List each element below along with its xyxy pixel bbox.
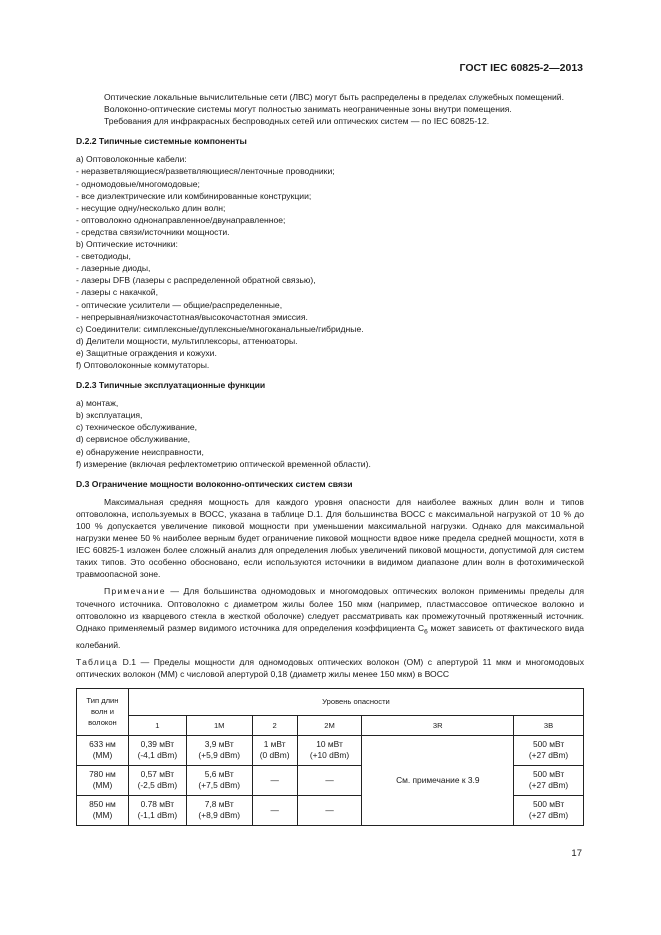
table-group-header: Уровень опасности	[128, 688, 583, 715]
paragraph: Максимальная средняя мощность для каждого уровня опасности для наиболее важных длин волн и типов оптоволокна, используемых в ВОСС, указана в таблице D.1. Для большинства ВОСС с максимальной нагрузкой от 10 % до 100 % допускается увеличение пиковой мощности при уменьшении максимальной нагрузки. Однако для максимальной нагрузки менее 50 % наиболее верным будет ограничение пиковой мощности вдвое ниже предела средней мощности, хотя в IEC 60825-1 изложен более сложный анализ для определения любых увеличений пиковой мощности, допустимой для систем таких типов. Это особенно обосновано, если используются источники в видимом диапазоне длин волн в фотохимической травмоопасной зоне.	[76, 496, 584, 580]
level-header: 3R	[362, 715, 514, 735]
cell-class2m: 10 мВт (+10 dBm)	[297, 735, 362, 765]
table-title-text: D.1 — Пределы мощности для одномодовых оптических волокон (ОМ) с апертурой 11 мкм и многомодовых оптических волокон (ММ) с числовой апертурой 0,18 (диаметр жилы менее 150 мкм) в ВОСС	[76, 656, 584, 679]
cell-type: 850 нм (ММ)	[77, 795, 129, 825]
list-item: с) Соединители: симплексные/дуплексные/многоканальные/гибридные.	[76, 323, 364, 334]
level-header: 2	[252, 715, 297, 735]
cell-class1: 0,57 мВт (-2,5 dBm)	[128, 765, 186, 795]
list-item: - непрерывная/низкочастотная/высокочастотная эмиссия.	[76, 311, 308, 322]
page-content	[76, 91, 584, 826]
cell-class3r: См. примечание к 3.9	[362, 735, 514, 825]
cell-class3b: 500 мВт (+27 dBm)	[514, 765, 584, 795]
list-item: е) Защитные ограждения и кожухи.	[76, 347, 217, 358]
list-item: f) Оптоволоконные коммутаторы.	[76, 359, 210, 370]
note-subscript: 6	[424, 628, 428, 636]
cell-class3b: 500 мВт (+27 dBm)	[514, 795, 584, 825]
note-label: Примечание	[104, 586, 166, 597]
list-item: d) Делители мощности, мультиплексоры, аттенюаторы.	[76, 335, 298, 346]
list-item: с) техническое обслуживание,	[76, 422, 197, 433]
list-item: b) эксплуатация,	[76, 410, 143, 421]
list-item: b) Оптические источники:	[76, 239, 178, 250]
section-heading-d3: D.3 Ограничение мощности волоконно-оптических систем связи	[76, 478, 353, 489]
cell-class1: 0.78 мВт (-1,1 dBm)	[128, 795, 186, 825]
power-limits-table	[76, 688, 584, 826]
functions-list	[76, 397, 584, 470]
cell-class1m: 5,6 мВт (+7,5 dBm)	[186, 765, 252, 795]
cell-class2m: —	[297, 795, 362, 825]
cell-class1m: 3,9 мВт (+5,9 dBm)	[186, 735, 252, 765]
components-list	[76, 153, 584, 371]
paragraph: Требования для инфракрасных беспроводных сетей или оптических систем — по IEC 60825-12.	[104, 116, 490, 127]
list-item: - несущие одну/несколько длин волн;	[76, 202, 226, 213]
cell-type: 633 нм (ММ)	[77, 735, 129, 765]
table-title-label: Таблица	[76, 656, 119, 667]
cell-class2m: —	[297, 765, 362, 795]
cell-type: 780 нм (ММ)	[77, 765, 129, 795]
level-header: 2М	[297, 715, 362, 735]
page-number: 17	[571, 848, 582, 859]
list-item: - все диэлектрические или комбинированные конструкции;	[76, 190, 312, 201]
list-item: d) сервисное обслуживание,	[76, 434, 191, 445]
list-item: - лазерные диоды,	[76, 263, 151, 274]
list-item: а) Оптоволоконные кабели:	[76, 154, 187, 165]
cell-class2: 1 мВт (0 dBm)	[252, 735, 297, 765]
cell-class3b: 500 мВт (+27 dBm)	[514, 735, 584, 765]
list-item: - светодиоды,	[76, 251, 131, 262]
level-header: 1	[128, 715, 186, 735]
paragraph: Оптические локальные вычислительные сети (ЛВС) могут быть распределены в пределах служебных помещений.	[104, 92, 564, 102]
list-item: - оптические усилители — общие/распределенные,	[76, 299, 283, 310]
cell-class2: —	[252, 795, 297, 825]
cell-class2: —	[252, 765, 297, 795]
level-header: 1М	[186, 715, 252, 735]
table-title	[76, 656, 584, 680]
list-item: - лазеры DFB (лазеры с распределенной обратной связью),	[76, 275, 316, 286]
level-header: 3B	[514, 715, 584, 735]
table-corner-header: Тип длин волн и волокон	[77, 688, 129, 735]
note-text: — Для большинства одномодовых и многомодовых оптических волокон применимы пределы для точечного источника. Оптоволокно с диаметром жилы более 150 мкм (например, пластмассовое оптическое волокно и оптоволокно из кварцевого стекла в жесткой оболочке) следует рассматривать как промежуточный протяженный источник. Однако применяемый размер видимого источника для определения коэффициента С	[76, 586, 584, 633]
list-item: е) обнаружение неисправности,	[76, 446, 204, 457]
note-tail: может зависеть от фактического вида колебаний.	[76, 622, 584, 650]
list-item: - лазеры с накачкой,	[76, 287, 158, 298]
paragraph: Волоконно-оптические системы могут полностью занимать неограниченные зоны внутри помещения.	[104, 104, 512, 115]
section-heading-d23: D.2.3 Типичные эксплуатационные функции	[76, 380, 266, 391]
list-item: - одномодовые/многомодовые;	[76, 178, 200, 189]
list-item: - неразветвляющиеся/разветвляющиеся/ленточные проводники;	[76, 166, 335, 177]
list-item: а) монтаж,	[76, 398, 119, 409]
note	[76, 585, 584, 650]
list-item: - средства связи/источники мощности.	[76, 226, 230, 237]
cell-class1: 0,39 мВт (-4,1 dBm)	[128, 735, 186, 765]
cell-class1m: 7,8 мВт (+8,9 dBm)	[186, 795, 252, 825]
section-heading-d22: D.2.2 Типичные системные компоненты	[76, 136, 247, 147]
table-row	[77, 735, 584, 765]
document-header: ГОСТ IEC 60825-2—2013	[459, 62, 583, 74]
list-item: - оптоволокно однонаправленное/двунаправленное;	[76, 214, 286, 225]
list-item: f) измерение (включая рефлектометрию оптической временной области).	[76, 458, 371, 469]
